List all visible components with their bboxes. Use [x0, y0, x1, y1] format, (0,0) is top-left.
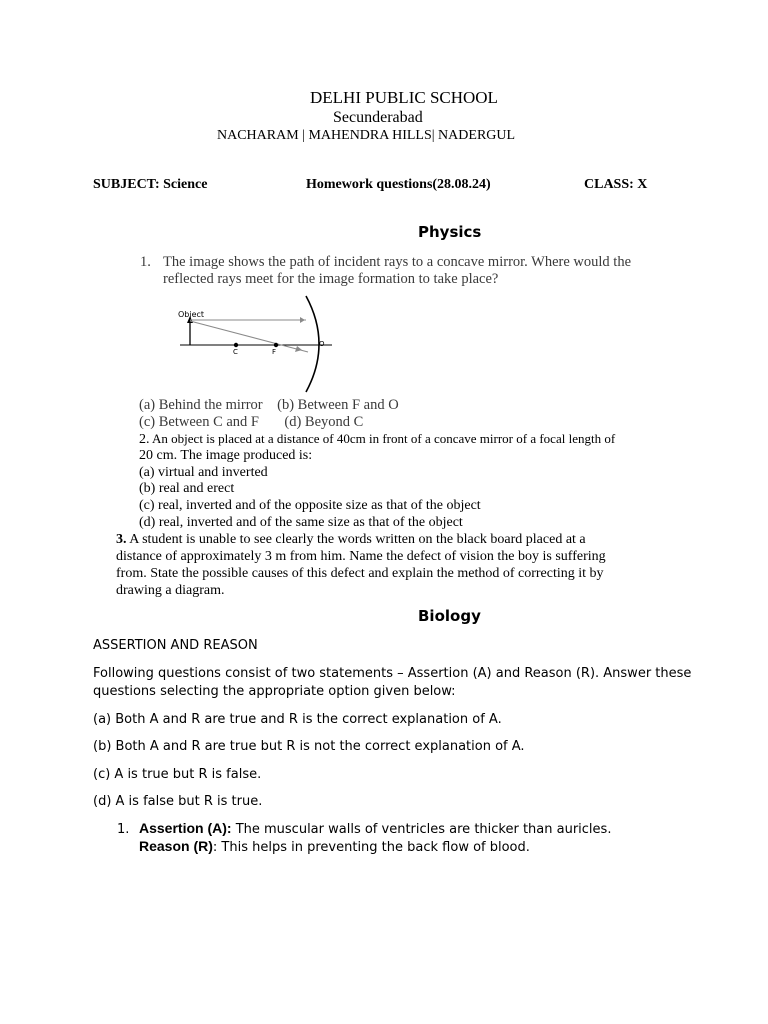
biology-heading: Biology — [418, 607, 481, 625]
reason-label: Reason (R) — [139, 838, 213, 854]
assertion-text: The muscular walls of ventricles are thicker than auricles. — [231, 822, 612, 837]
physics-q1-line2: reflected rays meet for the image formation to take place? — [163, 271, 499, 287]
physics-q2-number: 2. — [139, 432, 150, 447]
biology-option-d: (d) A is false but R is true. — [93, 794, 263, 809]
physics-q2-line1: An object is placed at a distance of 40cm in front of a concave mirror of a focal length of — [149, 431, 616, 446]
biology-q1-number: 1. — [117, 822, 130, 837]
concave-mirror-diagram — [174, 292, 334, 394]
physics-q2-option-a: (a) virtual and inverted — [139, 465, 268, 480]
homework-title: Homework questions(28.08.24) — [306, 177, 491, 192]
physics-q2-option-b: (b) real and erect — [139, 481, 235, 496]
class-label: CLASS: X — [584, 177, 648, 192]
school-city: Secunderabad — [333, 109, 423, 126]
physics-q1-options-row1: (a) Behind the mirror (b) Between F and O — [139, 397, 399, 413]
biology-option-c: (c) A is true but R is false. — [93, 767, 262, 782]
physics-q2-first-line — [139, 430, 615, 448]
physics-q3-number: 3. — [116, 532, 127, 547]
school-name: DELHI PUBLIC SCHOOL — [310, 88, 498, 107]
subject-label: SUBJECT: Science — [93, 177, 208, 192]
biology-q1-reason — [139, 838, 530, 856]
assertion-reason-title: ASSERTION AND REASON — [93, 638, 258, 653]
biology-q1-assertion — [139, 820, 611, 838]
biology-option-b: (b) Both A and R are true but R is not the correct explanation of A. — [93, 739, 525, 754]
physics-heading: Physics — [418, 223, 482, 241]
physics-q1-options-row2: (c) Between C and F (d) Beyond C — [139, 414, 364, 430]
reason-text: : This helps in preventing the back flow of blood. — [212, 840, 530, 855]
diagram-f-label: F — [272, 348, 277, 356]
physics-q1-line1: The image shows the path of incident rays to a concave mirror. Where would the — [163, 254, 632, 270]
physics-q3-line3: from. State the possible causes of this defect and explain the method of correcting it by — [116, 566, 604, 581]
diagram-o-label: O — [319, 340, 325, 348]
physics-q2-line2: 20 cm. The image produced is: — [139, 448, 313, 463]
school-branches: NACHARAM | MAHENDRA HILLS| NADERGUL — [217, 128, 516, 143]
physics-q2-option-d: (d) real, inverted and of the same size as that of the object — [139, 515, 463, 530]
physics-q2-option-c: (c) real, inverted and of the opposite size as that of the object — [139, 498, 481, 513]
physics-q1-number: 1. — [140, 254, 151, 270]
physics-q3-line4: drawing a diagram. — [116, 583, 225, 598]
biology-intro-line1: Following questions consist of two statements – Assertion (A) and Reason (R). Answer these — [93, 666, 692, 681]
physics-q3-line1: A student is unable to see clearly the words written on the black board placed at a — [126, 532, 586, 547]
biology-option-a: (a) Both A and R are true and R is the correct explanation of A. — [93, 712, 502, 727]
physics-q3-first-line — [116, 531, 586, 548]
diagram-object-label: Object — [178, 310, 205, 319]
biology-intro-line2: questions selecting the appropriate option given below: — [93, 684, 456, 699]
diagram-c-label: C — [233, 348, 238, 356]
physics-q3-line2: distance of approximately 3 m from him. Name the defect of vision the boy is suffering — [116, 549, 606, 564]
assertion-label: Assertion (A): — [139, 820, 232, 836]
